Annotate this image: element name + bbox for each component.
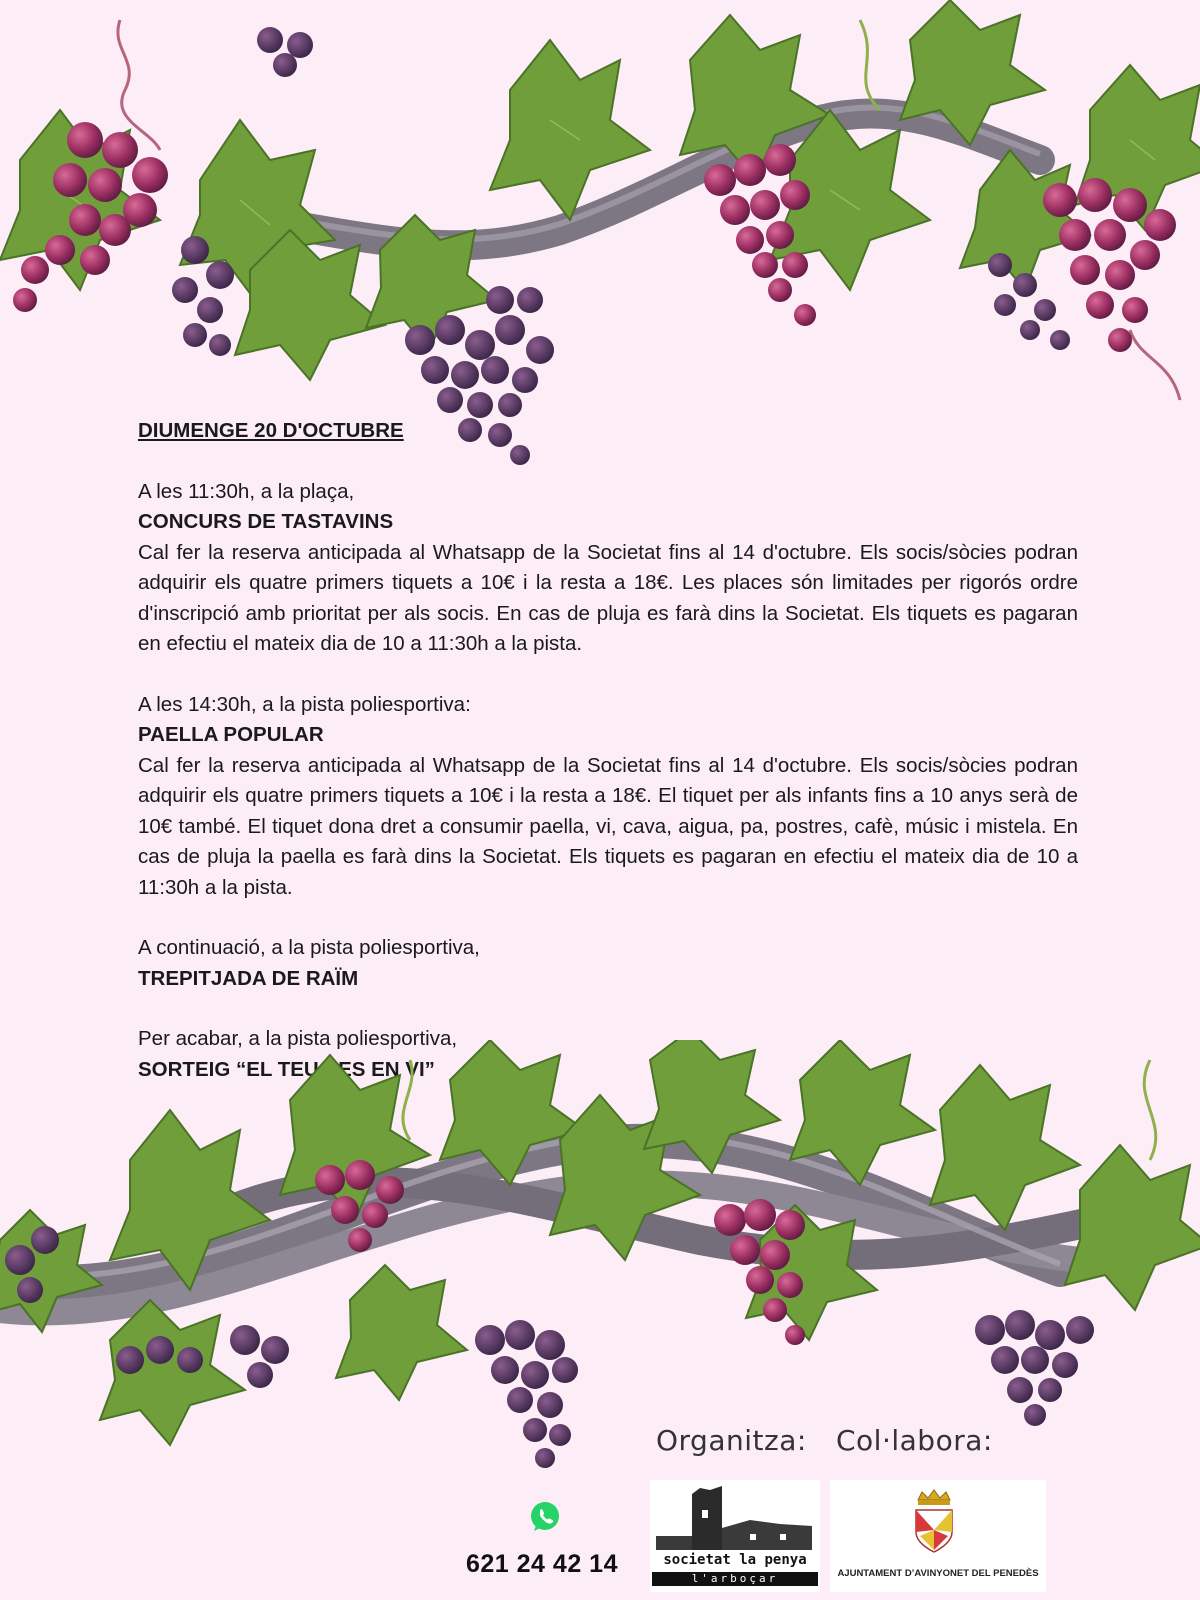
collaborator-logo xyxy=(830,1480,1046,1592)
event-section-trepitjada xyxy=(138,933,1078,994)
organizer-name: societat la penya xyxy=(663,1552,807,1568)
section-intro: A continuació, a la pista poliesportiva, xyxy=(138,936,480,959)
grape-vine-top-decoration xyxy=(0,0,1200,480)
section-intro: A les 11:30h, a la plaça, xyxy=(138,479,355,503)
section-title: CONCURS DE TASTAVINS xyxy=(138,510,394,533)
event-program xyxy=(138,416,1078,1115)
event-date-heading: DIUMENGE 20 D'OCTUBRE xyxy=(138,419,404,442)
whatsapp-icon xyxy=(528,1500,562,1534)
section-description: Cal fer la reserva anticipada al Whatsapp de la Societat fins al 14 d'octubre. Els socis/sòcies podran adquirir els quatre primers tiquets a 10€ i la resta a 18€. El tiquet per als infants fins a 10 anys serà de 10€ també. El tiquet dona dret a consumir paella, vi, cava, aigua, pa, postres, cafè, músic i mistela. En cas de pluja la paella es farà dins la Societat. Els tiquets es pagaran en efectiu el mateix dia de 10 a 11:30h a la pista. xyxy=(138,753,1078,899)
organizer-logo xyxy=(650,1480,820,1592)
tower-logo xyxy=(650,1480,820,1552)
collaborator-name: AJUNTAMENT D’AVINYONET DEL PENEDÈS xyxy=(837,1568,1039,1579)
event-section-tastavins xyxy=(138,477,1078,660)
section-title: SORTEIG “EL TEU PES EN VI” xyxy=(138,1057,435,1081)
organizer-label: Organitza: xyxy=(656,1424,807,1457)
section-intro: Per acabar, a la pista poliesportiva, xyxy=(138,1027,458,1050)
collaborator-label: Col·labora: xyxy=(836,1424,993,1457)
section-title: PAELLA POPULAR xyxy=(138,723,324,746)
section-title: TREPITJADA DE RAÏM xyxy=(138,966,359,990)
organizer-subtitle: l'arboçar xyxy=(652,1572,818,1586)
event-section-paella xyxy=(138,690,1078,904)
section-intro: A les 14:30h, a la pista poliesportiva: xyxy=(138,692,471,716)
contact-phone: 621 24 42 14 xyxy=(466,1550,618,1578)
section-description: Cal fer la reserva anticipada al Whatsapp de la Societat fins al 14 d'octubre. Els socis/sòcies podran adquirir els quatre primers tiquets a 10€ i la resta a 18€. Les places són limitades per rigorós ordre d'inscripció amb prioritat per als socis. En cas de pluja es farà dins la Societat. Els tiquets es pagaran en efectiu el mateix dia de 10 a 11:30h a la pista. xyxy=(138,540,1078,655)
coat-of-arms-icon xyxy=(830,1480,1046,1564)
grape-vine-bottom-decoration xyxy=(0,1040,1200,1480)
